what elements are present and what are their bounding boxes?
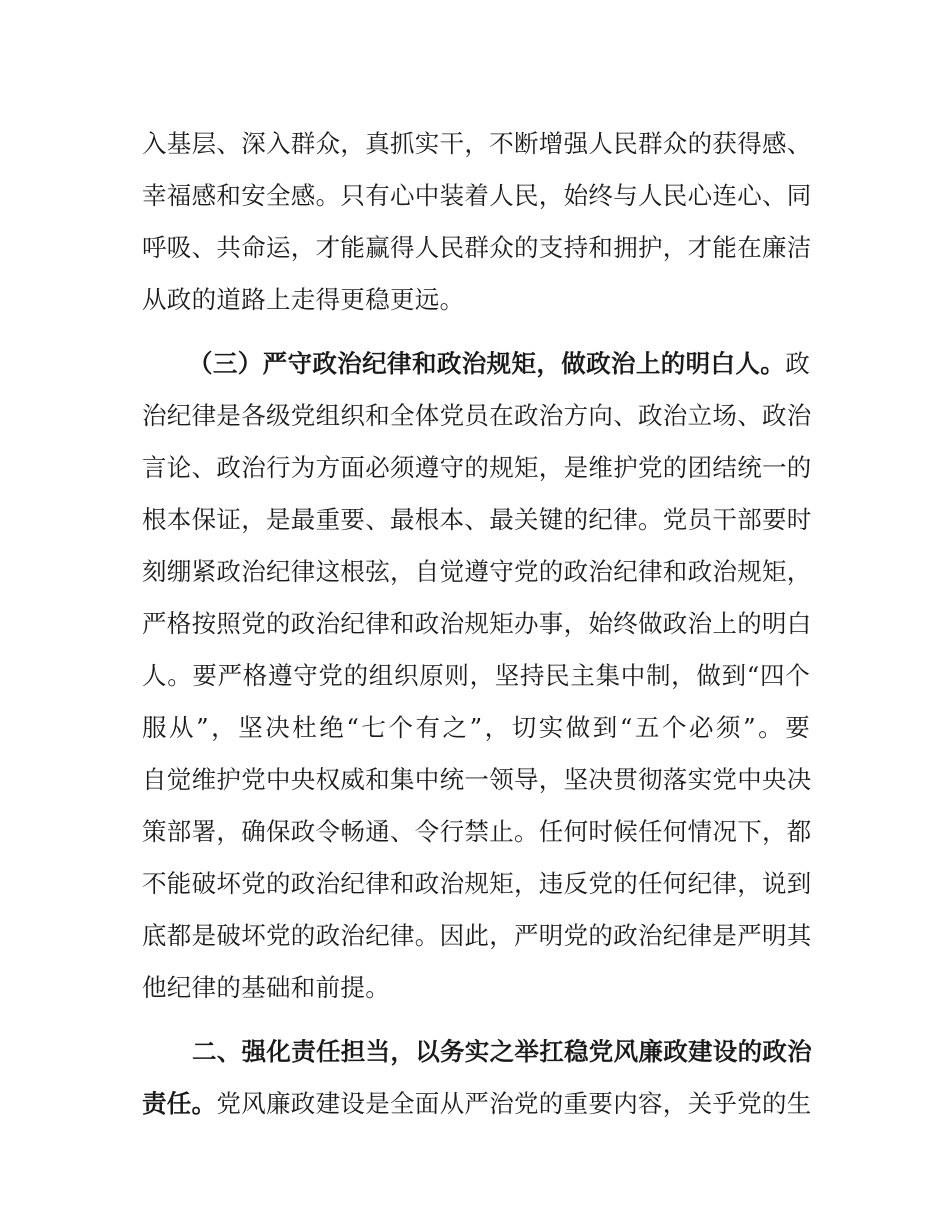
paragraph-1 [142,118,810,326]
text-line [142,338,810,390]
paragraph-2 [142,338,810,1014]
paragraph-3 [142,1026,810,1130]
text-line: 幸福感和安全感。只有心中装着人民，始终与人民心连心、同 [142,181,812,210]
text-line [142,1078,810,1130]
text-line: 服从”，坚决杜绝“七个有之”，切实做到“五个必须”。要 [142,713,810,742]
text-fragment: 党风廉政建设是全面从严治党的重要内容，关乎党的生 [216,1089,812,1118]
text-line: 不能破坏党的政治纪律和政治规矩，违反党的任何纪律，说到 [142,869,812,898]
text-line: 根本保证，是最重要、最根本、最关键的纪律。党员干部要时 [142,505,812,534]
section-heading: 二、强化责任担当，以务实之举扛稳党风廉政建设的政治 [192,1037,812,1066]
text-line: 严格按照党的政治纪律和政治规矩办事，始终做政治上的明白 [142,609,812,638]
text-line: 言论、政治行为方面必须遵守的规矩，是维护党的团结统一的 [142,453,812,482]
text-line: 入基层、深入群众，真抓实干，不断增强人民群众的获得感、 [142,129,812,158]
document-page [142,118,810,1130]
text-line: 他纪律的基础和前提。 [142,973,390,1002]
text-line: 刻绷紧政治纪律这根弦，自觉遵守党的政治纪律和政治规矩， [142,557,812,586]
paragraph-gap [142,326,810,338]
text-line: 自觉维护党中央权威和集中统一领导，坚决贯彻落实党中央决 [142,765,812,794]
text-line: 底都是破坏党的政治纪律。因此，严明党的政治纪律是严明其 [142,921,812,950]
text-line: 策部署，确保政令畅通、令行禁止。任何时候任何情况下，都 [142,817,812,846]
section-heading-end: 责任。 [142,1089,217,1118]
text-line: 从政的道路上走得更稳更远。 [142,285,465,314]
paragraph-gap [142,1014,810,1026]
subsection-heading: （三）严守政治纪律和政治规矩，做政治上的明白人。 [188,349,786,378]
text-fragment: 政 [785,349,810,378]
text-line: 呼吸、共命运，才能赢得人民群众的支持和拥护，才能在廉洁 [142,233,812,262]
text-line: 治纪律是各级党组织和全体党员在政治方向、政治立场、政治 [142,401,812,430]
text-line: 人。要严格遵守党的组织原则，坚持民主集中制，做到“四个 [142,661,810,690]
